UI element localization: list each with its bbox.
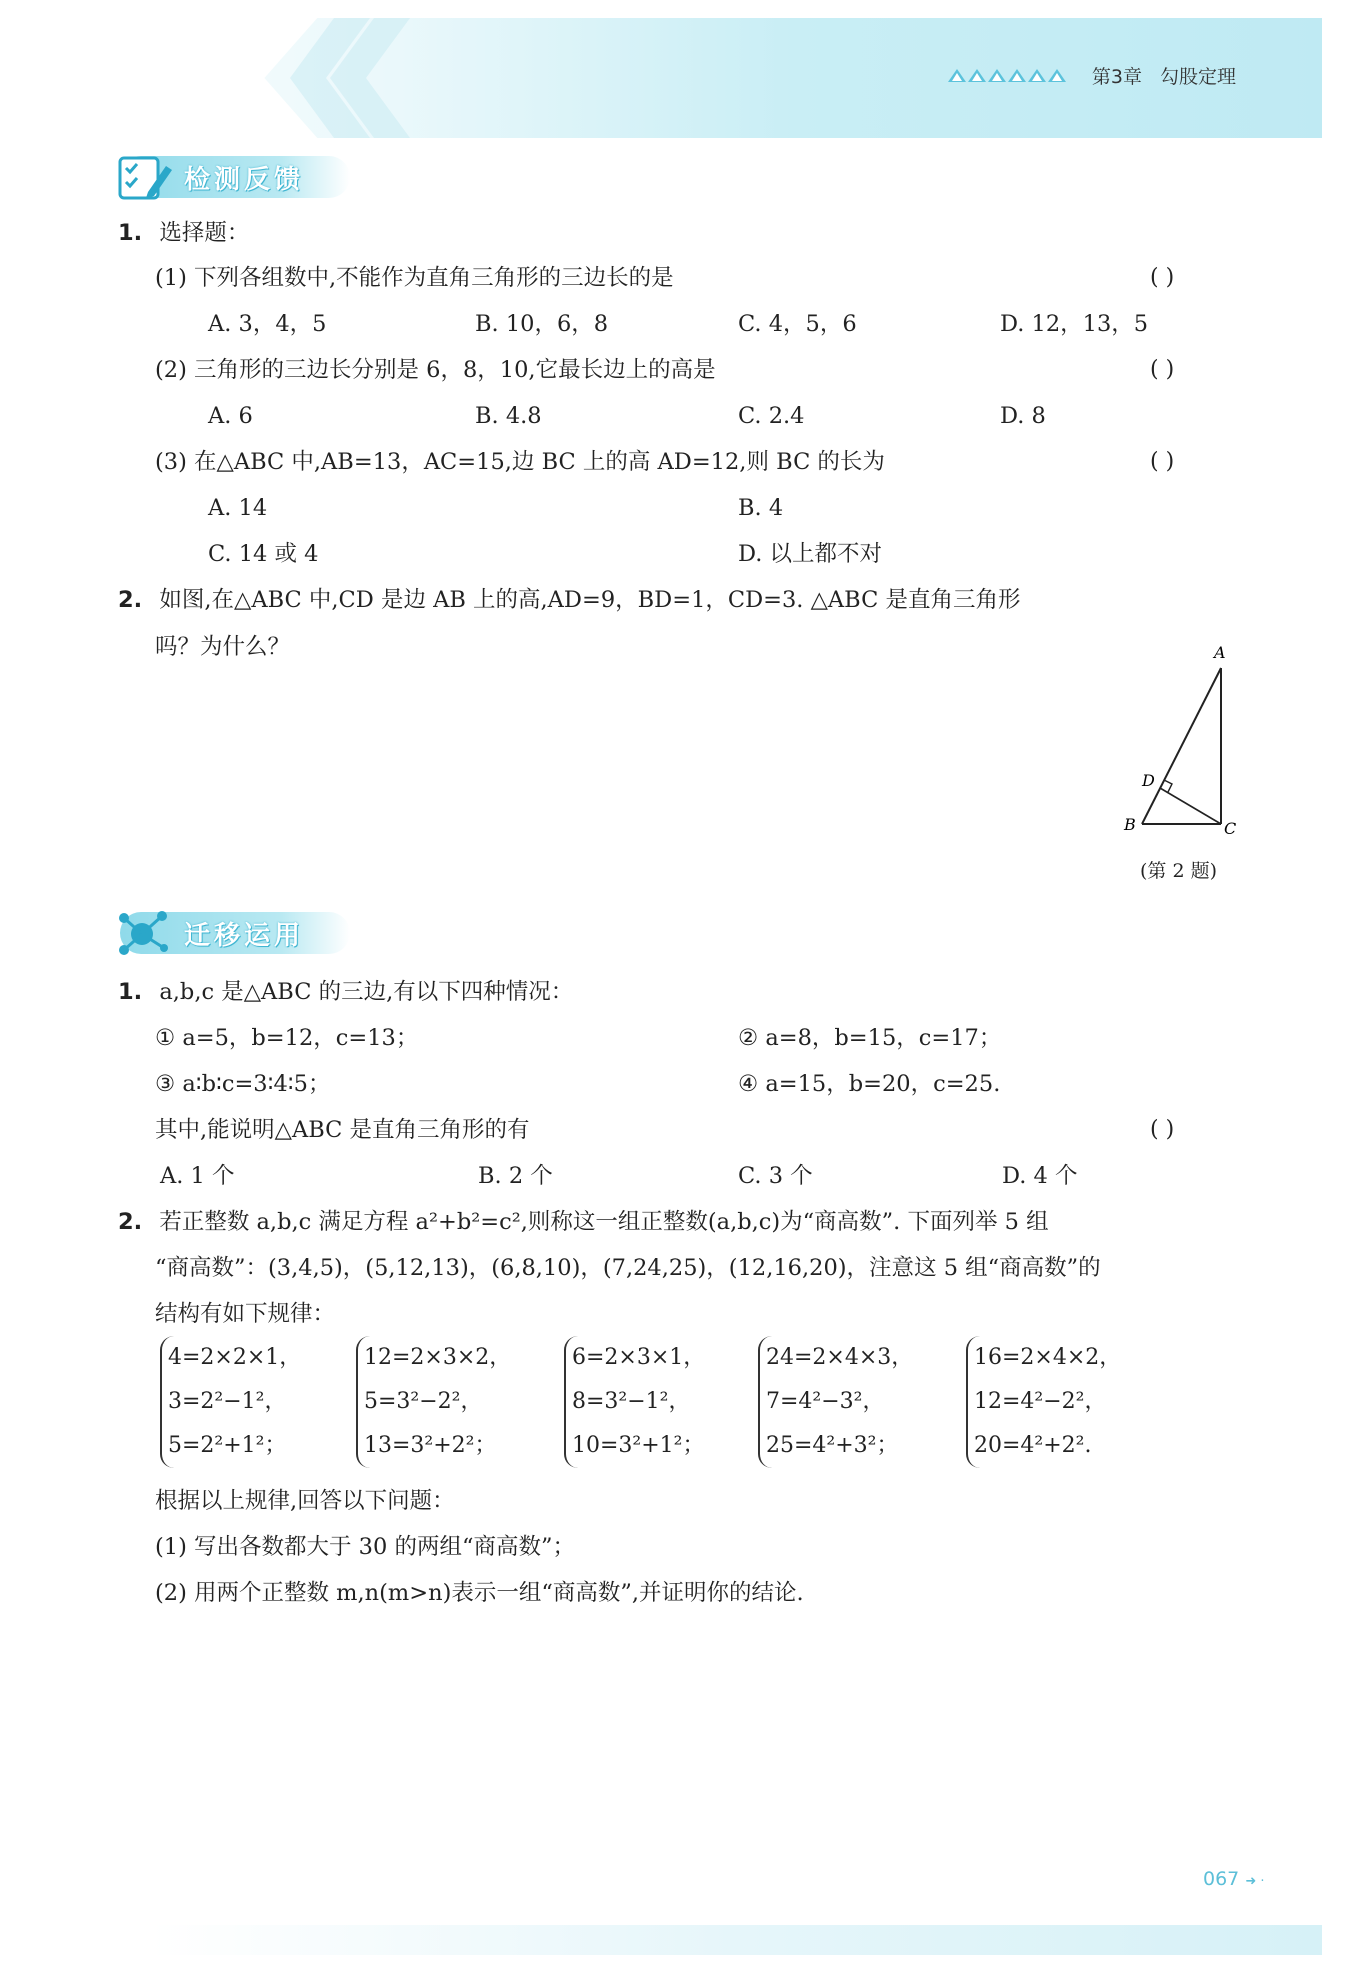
- question-1: [118, 222, 249, 245]
- subquestion-2-stem: (2) 三角形的三边长分别是 6，8，10,它最长边上的高是: [155, 357, 716, 383]
- question-line: 根据以上规律,回答以下问题：: [155, 1488, 455, 1514]
- equation: 7=4²−3²，: [766, 1389, 885, 1414]
- footer-band: [150, 1925, 1322, 1955]
- option-b: B. 10，6，8: [475, 311, 609, 337]
- question-number: 1.: [118, 979, 143, 1005]
- option-d: D. 4 个: [1002, 1163, 1078, 1189]
- option-c: C. 4，5，6: [738, 311, 857, 337]
- chapter-title: 勾股定理: [1159, 66, 1236, 88]
- question-line: 吗？为什么？: [155, 634, 291, 660]
- chapter-label: 第3章: [1091, 66, 1142, 88]
- arrow-right-icon: ➜ ·: [1245, 1874, 1265, 1889]
- option-a: A. 6: [208, 403, 253, 429]
- case-1: ① a=5，b=12，c=13；: [155, 1025, 419, 1051]
- vertex-label: C: [1224, 819, 1237, 838]
- option-a: A. 3，4，5: [208, 311, 327, 337]
- triangle-figure: [1110, 640, 1250, 840]
- question-2: [118, 589, 1020, 612]
- equation-system: [758, 1336, 913, 1468]
- section-title: 迁移运用: [184, 920, 305, 951]
- answer-paren: ( ): [1150, 1117, 1175, 1142]
- option-c: C. 14 或 4: [208, 541, 319, 567]
- answer-paren: ( ): [1150, 449, 1175, 474]
- question-number: 2.: [118, 587, 143, 613]
- equation-system: [966, 1336, 1121, 1468]
- equation: 20=4²+2².: [974, 1433, 1092, 1458]
- option-a: A. 14: [208, 495, 268, 521]
- option-c: C. 3 个: [738, 1163, 813, 1189]
- equation: 6=2×3×1，: [572, 1345, 706, 1370]
- option-d: D. 以上都不对: [738, 541, 883, 567]
- option-b: B. 2 个: [478, 1163, 553, 1189]
- question-number: 1.: [118, 220, 143, 246]
- molecule-icon: [114, 904, 176, 962]
- page-number-text: 067: [1203, 1868, 1240, 1890]
- option-b: B. 4: [738, 495, 784, 521]
- question-line: 若正整数 a,b,c 满足方程 a²+b²=c²,则称这一组正整数(a,b,c)为“商高数”. 下面列举 5 组: [159, 1209, 1049, 1235]
- equation: 4=2×2×1，: [168, 1345, 302, 1370]
- page-number: [1203, 1868, 1264, 1890]
- checklist-pencil-icon: [114, 148, 176, 206]
- equation: 3=2²−1²，: [168, 1389, 287, 1414]
- equation: 24=2×4×3，: [766, 1345, 914, 1370]
- equation-system: [564, 1336, 705, 1468]
- question-line: 其中,能说明△ABC 是直角三角形的有: [155, 1117, 530, 1143]
- subquestion-1: (1) 写出各数都大于 30 的两组“商高数”；: [155, 1534, 575, 1560]
- equation: 16=2×4×2，: [974, 1345, 1122, 1370]
- equation: 10=3²+1²；: [572, 1433, 705, 1458]
- equation: 12=4²−2²，: [974, 1389, 1107, 1414]
- option-d: D. 8: [1000, 403, 1046, 429]
- option-a: A. 1 个: [160, 1163, 235, 1189]
- section-badge-feedback: [120, 156, 350, 198]
- equation: 5=3²−2²，: [364, 1389, 483, 1414]
- case-2: ② a=8，b=15，c=17；: [738, 1025, 1002, 1051]
- subquestion-2: (2) 用两个正整数 m,n(m>n)表示一组“商高数”,并证明你的结论.: [155, 1580, 804, 1606]
- answer-paren: ( ): [1150, 357, 1175, 382]
- question-1: [118, 981, 573, 1004]
- vertex-label: A: [1214, 643, 1226, 662]
- equation: 12=2×3×2，: [364, 1345, 512, 1370]
- subquestion-1-stem: (1) 下列各组数中,不能作为直角三角形的三边长的是: [155, 265, 674, 291]
- answer-paren: ( ): [1150, 265, 1175, 290]
- equation-system: [160, 1336, 301, 1468]
- section-title: 检测反馈: [184, 164, 305, 195]
- subquestion-3-stem: (3) 在△ABC 中,AB=13，AC=15,边 BC 上的高 AD=12,则 BC 的长为: [155, 449, 885, 475]
- question-number: 2.: [118, 1209, 143, 1235]
- equation: 8=3²−1²，: [572, 1389, 691, 1414]
- case-4: ④ a=15，b=20，c=25.: [738, 1071, 1001, 1097]
- question-line: 结构有如下规律：: [155, 1301, 336, 1327]
- equation-system: [356, 1336, 511, 1468]
- triangle-pattern-icon: [948, 69, 1066, 82]
- vertex-label: D: [1142, 771, 1155, 790]
- equation: 13=3²+2²；: [364, 1433, 497, 1458]
- equation: 25=4²+3²；: [766, 1433, 899, 1458]
- figure-caption: (第 2 题): [1140, 860, 1217, 882]
- question-stem: a,b,c 是△ABC 的三边,有以下四种情况：: [159, 979, 574, 1005]
- option-c: C. 2.4: [738, 403, 805, 429]
- option-d: D. 12，13，5: [1000, 311, 1149, 337]
- section-badge-application: [120, 912, 350, 954]
- question-2: [118, 1211, 1049, 1234]
- vertex-label: B: [1124, 815, 1136, 834]
- question-line: “商高数”：(3,4,5)，(5,12,13)，(6,8,10)，(7,24,25)，(12,16,20)，注意这 5 组“商高数”的: [155, 1255, 1101, 1281]
- question-line: 如图,在△ABC 中,CD 是边 AB 上的高,AD=9，BD=1，CD=3. △ABC 是直角三角形: [159, 587, 1021, 613]
- case-3: ③ a∶b∶c=3∶4∶5；: [155, 1071, 331, 1097]
- question-stem: 选择题：: [159, 220, 250, 246]
- equation: 5=2²+1²；: [168, 1433, 287, 1458]
- option-b: B. 4.8: [475, 403, 542, 429]
- header: [948, 62, 1236, 89]
